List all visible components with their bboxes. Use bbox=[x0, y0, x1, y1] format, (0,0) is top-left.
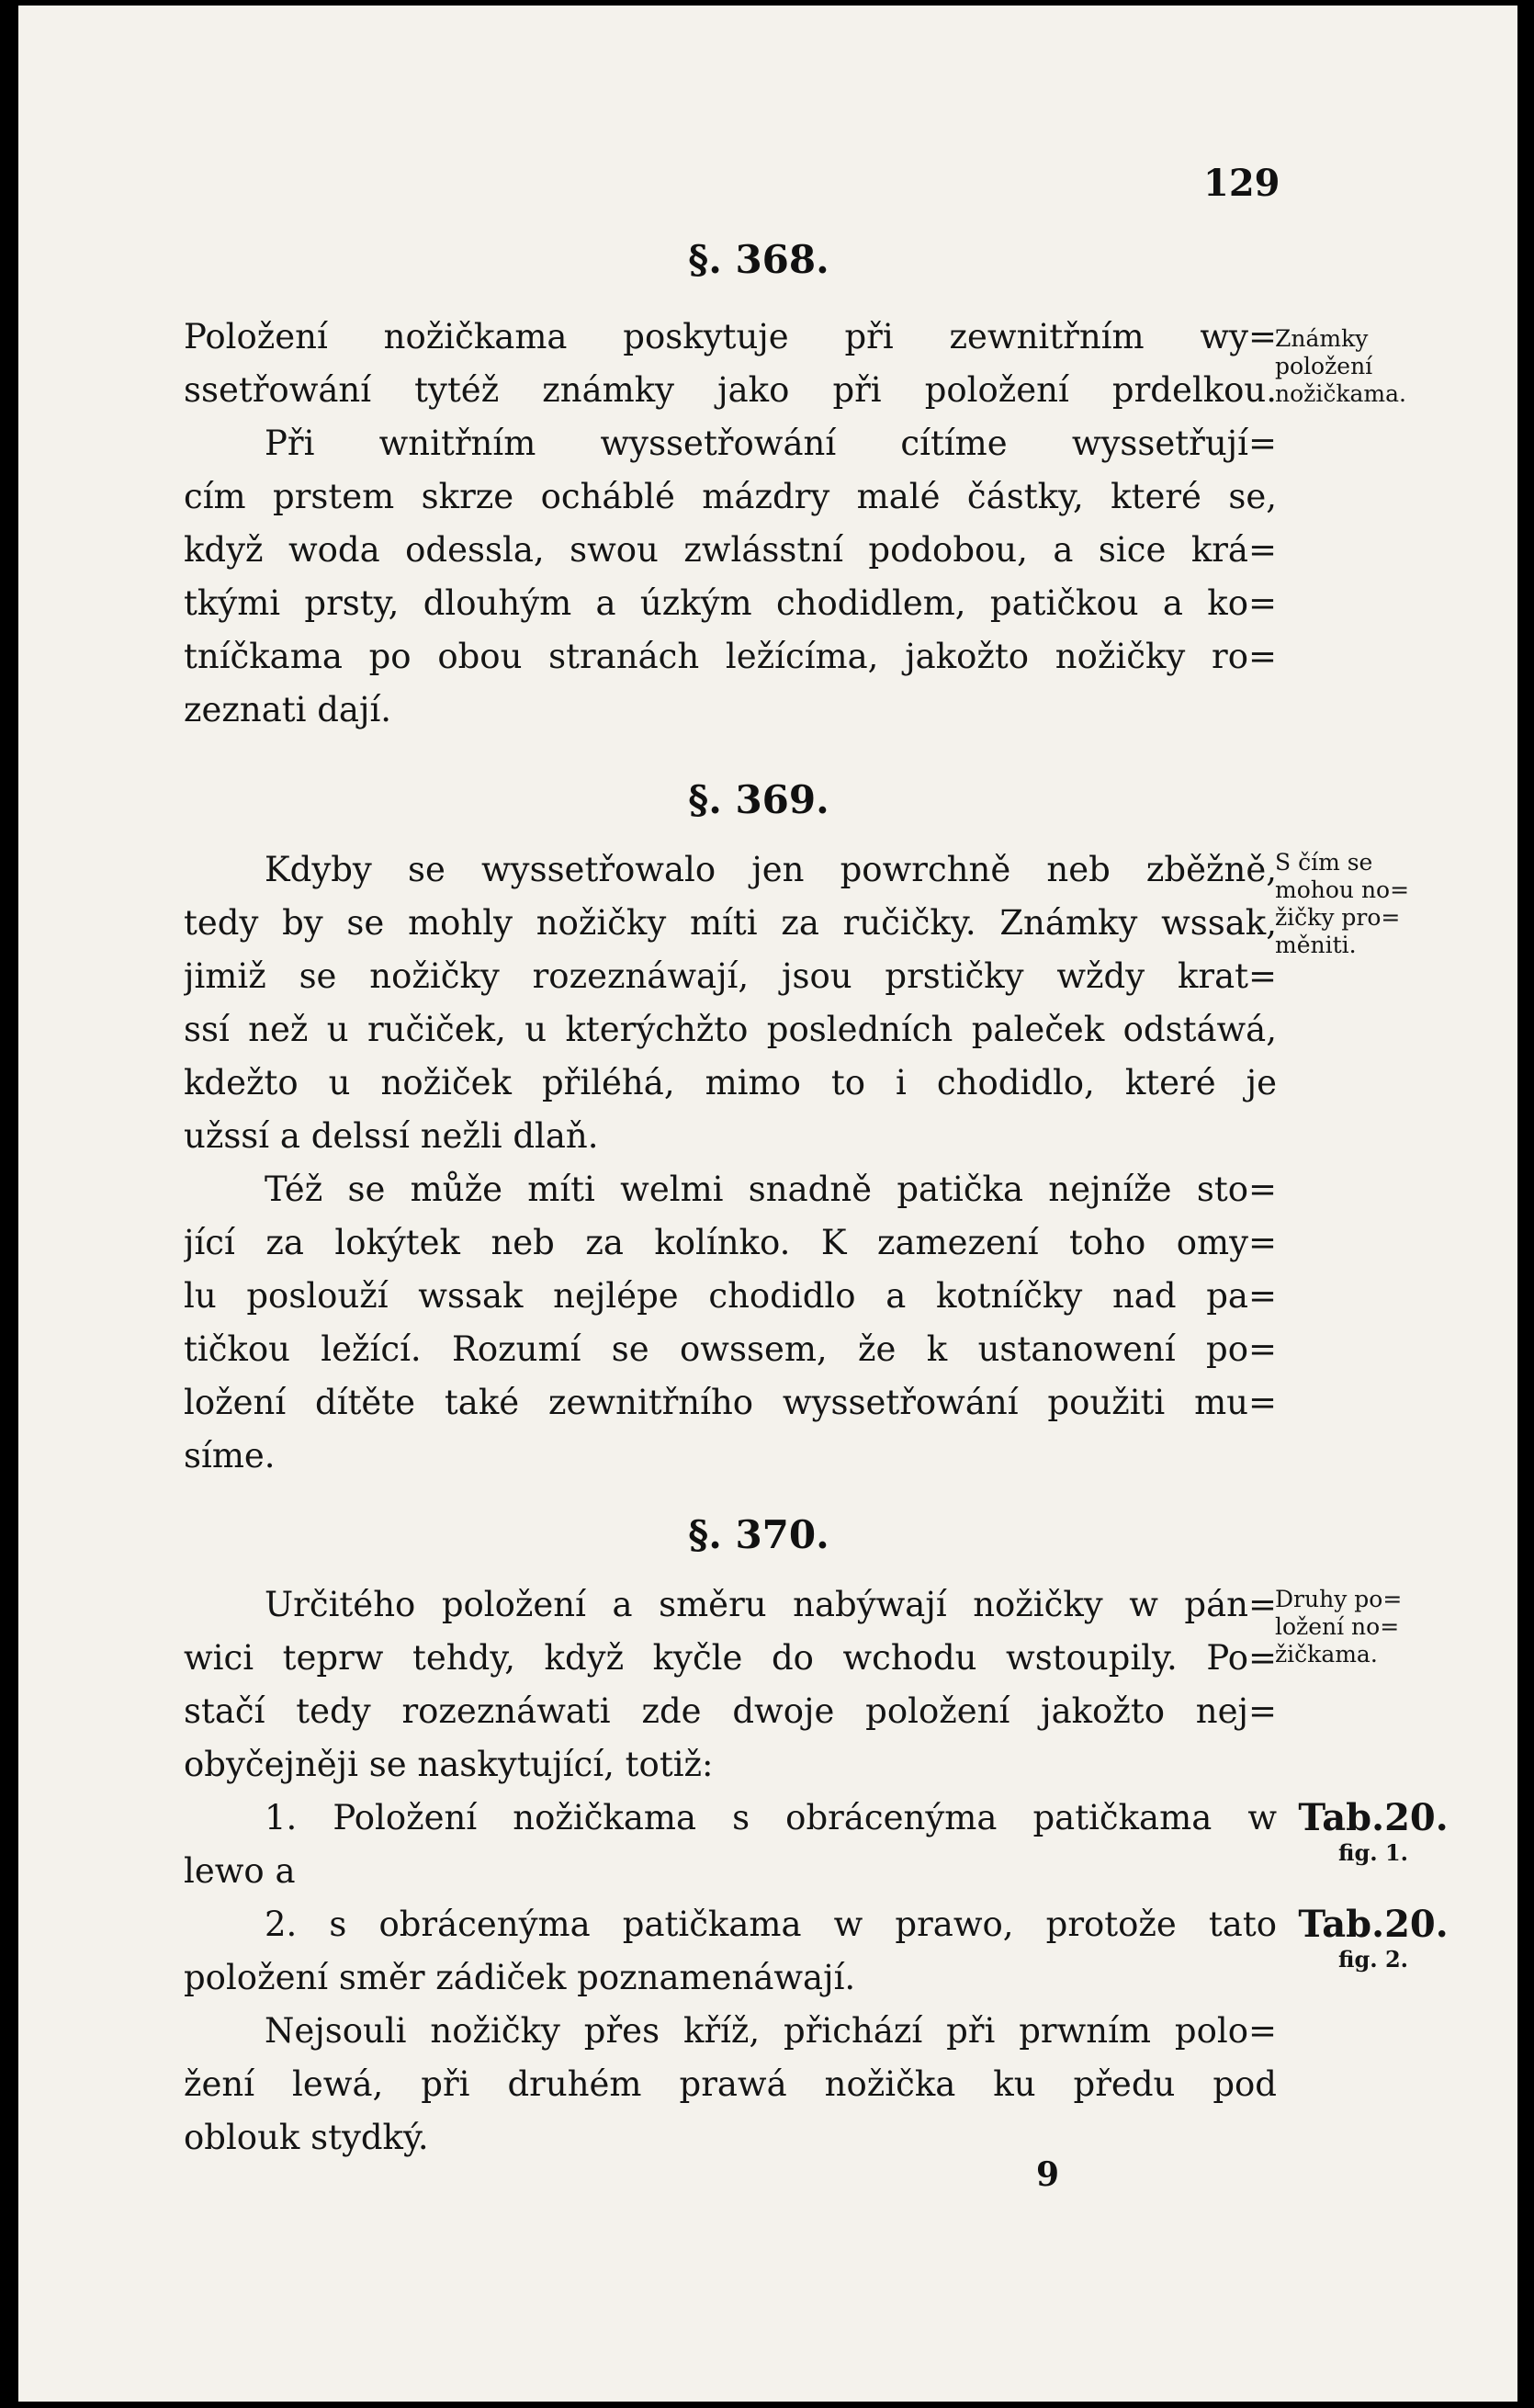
text-line: lu poslouží wssak nejlépe chodidlo a kotníčky nad pa= bbox=[184, 1276, 1277, 1316]
text-line: jimiž se nožičky rozeznáwají, jsou prstičky wždy krat= bbox=[184, 956, 1277, 996]
text-line: ložení dítěte také zewnitřního wyssetřowání použiti mu= bbox=[184, 1383, 1277, 1422]
section-heading-369: §. 369. bbox=[688, 777, 829, 822]
text-line: ssetřowání tytéž známky jako při položení prdelkou. bbox=[184, 370, 1277, 410]
text-line: 1. Položení nožičkama s obrácenýma patičkama w bbox=[265, 1798, 1277, 1837]
table-label: Tab.20. bbox=[1298, 1796, 1449, 1839]
section-heading-370: §. 370. bbox=[688, 1512, 829, 1557]
section-368-text bbox=[184, 311, 1277, 737]
text-line: tkými prsty, dlouhým a úzkým chodidlem, patičkou a ko= bbox=[184, 583, 1277, 623]
text-line: Určitého položení a směru nabýwají nožičky w pán= bbox=[265, 1585, 1277, 1624]
page-number: 129 bbox=[1203, 162, 1280, 205]
margin-note-368 bbox=[1275, 325, 1468, 408]
text-line: wici teprw tehdy, když kyčle do wchodu wstoupily. Po= bbox=[184, 1638, 1277, 1678]
margin-note-line: Známky bbox=[1275, 325, 1369, 352]
text-line: lewo a bbox=[184, 1851, 296, 1891]
margin-note-369 bbox=[1275, 849, 1468, 959]
text-line: Položení nožičkama poskytuje při zewnitřním wy= bbox=[184, 317, 1277, 356]
table-label: Tab.20. bbox=[1298, 1903, 1449, 1946]
figure-label: fig. 2. bbox=[1338, 1946, 1408, 1973]
margin-note-line: měniti. bbox=[1275, 932, 1357, 958]
margin-note-line: Druhy po= bbox=[1275, 1586, 1403, 1612]
margin-note-line: mohou no= bbox=[1275, 876, 1410, 903]
section-heading-368: §. 368. bbox=[688, 237, 829, 282]
text-line: tníčkama po obou stranách ležícíma, jakožto nožičky ro= bbox=[184, 637, 1277, 676]
text-line: cím prstem skrze ocháblé mázdry malé částky, které se, bbox=[184, 477, 1277, 516]
text-line: Nejsouli nožičky přes kříž, přichází při prwním polo= bbox=[265, 2011, 1277, 2051]
margin-note-line: žičkama. bbox=[1275, 1641, 1378, 1668]
margin-note-line: žičky pro= bbox=[1275, 904, 1401, 931]
section-370-text bbox=[184, 1578, 1277, 2165]
figure-label: fig. 1. bbox=[1338, 1839, 1408, 1866]
text-line: položení směr zádiček poznamenáwají. bbox=[184, 1958, 856, 1997]
text-line: Při wnitřním wyssetřowání cítíme wyssetřují= bbox=[265, 424, 1277, 463]
text-line: oblouk stydký. bbox=[184, 2118, 429, 2157]
margin-note-line: S čím se bbox=[1275, 849, 1373, 876]
text-line: žení lewá, při druhém prawá nožička ku předu pod bbox=[184, 2064, 1277, 2104]
text-line: když woda odessla, swou zwlásstní podobou, a sice krá= bbox=[184, 530, 1277, 570]
text-line: zeznati dají. bbox=[184, 690, 392, 729]
text-line: kdežto u nožiček přiléhá, mimo to i chodidlo, které je bbox=[184, 1063, 1277, 1102]
table-reference-1 bbox=[1277, 1797, 1470, 1867]
text-line: Kdyby se wyssetřowalo jen powrchně neb zběžně, bbox=[265, 850, 1277, 889]
text-line: síme. bbox=[184, 1436, 276, 1475]
text-line: obyčejněji se naskytující, totiž: bbox=[184, 1745, 714, 1784]
section-369-text bbox=[184, 843, 1277, 1483]
margin-note-line: nožičkama. bbox=[1275, 380, 1406, 407]
text-line: Též se může míti welmi snadně patička nejníže sto= bbox=[265, 1170, 1277, 1209]
margin-note-line: položení bbox=[1275, 353, 1373, 379]
text-line: užssí a delssí nežli dlaň. bbox=[184, 1116, 599, 1156]
table-reference-2 bbox=[1277, 1904, 1470, 1973]
text-line: tedy by se mohly nožičky míti za ručičky. Známky wssak, bbox=[184, 903, 1277, 943]
text-line: tičkou ležící. Rozumí se owssem, že k ustanowení po= bbox=[184, 1329, 1277, 1369]
signature-mark: 9 bbox=[1036, 2155, 1060, 2194]
text-line: 2. s obrácenýma patičkama w prawo, protože tato bbox=[265, 1905, 1277, 1944]
text-line: ssí než u ručiček, u kterýchžto posledních paleček odstáwá, bbox=[184, 1010, 1277, 1049]
text-line: stačí tedy rozeznáwati zde dwoje položení jakožto nej= bbox=[184, 1691, 1277, 1731]
book-page bbox=[18, 6, 1517, 2402]
margin-note-line: ložení no= bbox=[1275, 1613, 1400, 1640]
margin-note-370 bbox=[1275, 1586, 1468, 1668]
text-line: jící za lokýtek neb za kolínko. K zamezení toho omy= bbox=[184, 1223, 1277, 1262]
